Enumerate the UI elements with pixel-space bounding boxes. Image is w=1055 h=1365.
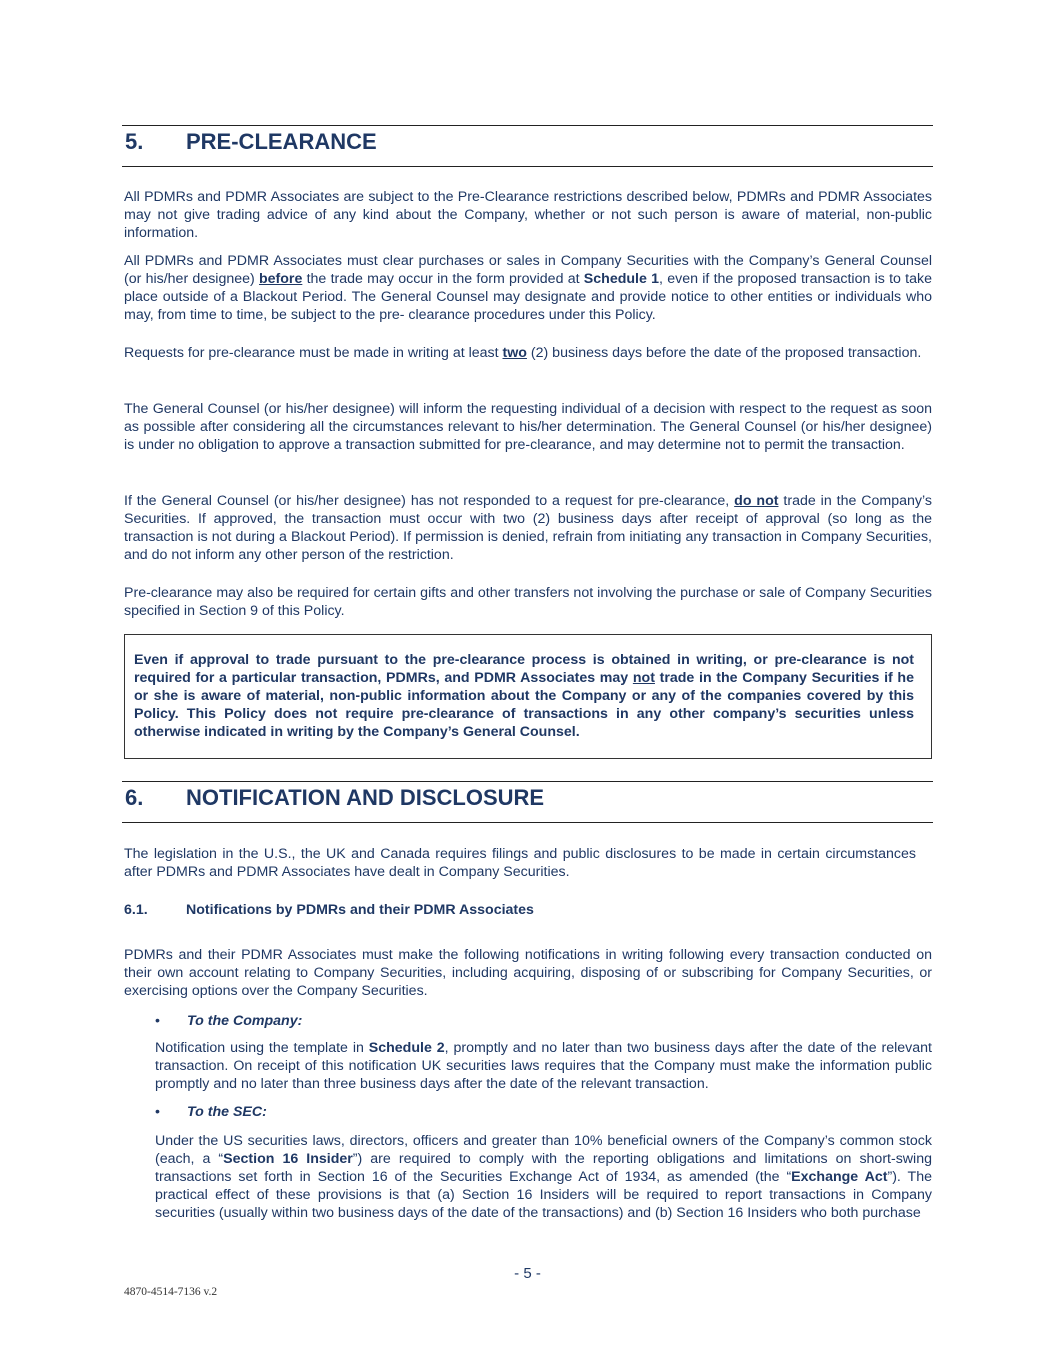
subsection-number: 6.1. <box>124 902 148 918</box>
bullet-title: To the Company: <box>187 1013 303 1029</box>
defined-term: Exchange Act <box>791 1169 888 1185</box>
paragraph: Pre-clearance may also be required for certain gifts and other transfers not involving the purchase or sale of Company Securities specified in Section 9 of this Policy. <box>124 585 932 619</box>
paragraph: All PDMRs and PDMR Associates must clear purchases or sales in Company Securities with the Company’s General Counsel (or his/her designee) before the trade may occur in the form provided at Schedule 1, even if the proposed transaction is to take place outside of a Blackout Period. The General Counsel may designate and provide notice to other entities or individuals who may, from time to time, be subject to the pre- clearance procedures under this Policy. <box>124 253 932 323</box>
paragraph: The General Counsel (or his/her designee) will inform the requesting individual of a decision with respect to the request as soon as possible after considering all the circumstances relevant to his/her determination. The General Counsel (or his/her designee) is under no obligation to approve a transaction submitted for pre-clearance, and may determine not to permit the transaction. <box>124 401 932 453</box>
defined-term: Section 16 Insider <box>223 1151 353 1167</box>
paragraph: Notification using the template in Schedule 2, promptly and no later than two business days after the date of the relevant transaction. On receipt of this notification UK securities laws requires that the Company must make the information public promptly and no later than three business days after the date of the relevant transaction. <box>155 1040 932 1092</box>
section-title: NOTIFICATION AND DISCLOSURE <box>186 785 545 810</box>
section-number: 6. <box>125 785 144 810</box>
bullet-icon: • <box>155 1013 160 1029</box>
notice-text: Even if approval to trade pursuant to the pre-clearance process is obtained in writing, or pre-clearance is not required for a particular transaction, PDMRs, and PDMR Associates may not trade in the Company Securities if he or she is aware of material, non-public information about the Company or any of the companies covered by this Policy. This Policy does not require pre-clearance of transactions in any other company’s securities unless otherwise indicated in writing by the Company’s General Counsel. <box>134 652 914 740</box>
section-number: 5. <box>125 129 144 154</box>
paragraph: PDMRs and their PDMR Associates must make the following notifications in writing following every transaction conducted on their own account relating to Company Securities, including acquiring, disposing of or subscribing for Company Securities, or exercising options over the Company Securities. <box>124 947 932 999</box>
schedule-reference: Schedule 2 <box>368 1040 445 1056</box>
paragraph: If the General Counsel (or his/her designee) has not responded to a request for pre-clearance, do not trade in the Company’s Securities. If approved, the transaction must occur with two (2) business days after receipt of approval (so long as the transaction is not during a Blackout Period). If permission is denied, refrain from initiating any transaction in Company Securities, and do not inform any other person of the restriction. <box>124 493 932 563</box>
notice-box <box>124 634 932 759</box>
emphasis-text: before <box>258 271 303 287</box>
section-title: PRE-CLEARANCE <box>186 129 377 154</box>
paragraph: All PDMRs and PDMR Associates are subject to the Pre-Clearance restrictions described below, PDMRs and PDMR Associates may not give trading advice of any kind about the Company, whether or not such person is aware of material, non-public information. <box>124 189 932 241</box>
emphasis-text: not <box>632 670 655 686</box>
paragraph: The legislation in the U.S., the UK and Canada requires filings and public disclosures to be made in certain circumstances after PDMRs and PDMR Associates have dealt in Company Securities. <box>124 846 916 880</box>
paragraph: Under the US securities laws, directors, officers and greater than 10% beneficial owners of the Company’s common stock (each, a “Section 16 Insider”) are required to comply with the reporting obligations and limitations on short-swing transactions set forth in Section 16 of the Securities Exchange Act of 1934, as amended (the “Exchange Act”). The practical effect of these provisions is that (a) Section 16 Insiders will be required to report transactions in Company securities (usually within two business days of the date of the transactions) and (b) Section 16 Insiders who both purchase <box>155 1133 932 1221</box>
bullet-title: To the SEC: <box>187 1104 267 1120</box>
subsection-title: Notifications by PDMRs and their PDMR Associates <box>186 902 534 918</box>
paragraph: Requests for pre-clearance must be made in writing at least two (2) business days before the date of the proposed transaction. <box>124 345 922 361</box>
emphasis-text: two <box>502 345 527 361</box>
section-5-heading <box>122 125 933 167</box>
schedule-reference: Schedule 1 <box>583 271 660 287</box>
bullet-icon: • <box>155 1104 160 1120</box>
emphasis-text: do not <box>734 493 779 509</box>
document-id: 4870-4514-7136 v.2 <box>124 1286 218 1298</box>
section-6-heading <box>122 781 933 823</box>
page-number: - 5 - <box>514 1265 541 1282</box>
